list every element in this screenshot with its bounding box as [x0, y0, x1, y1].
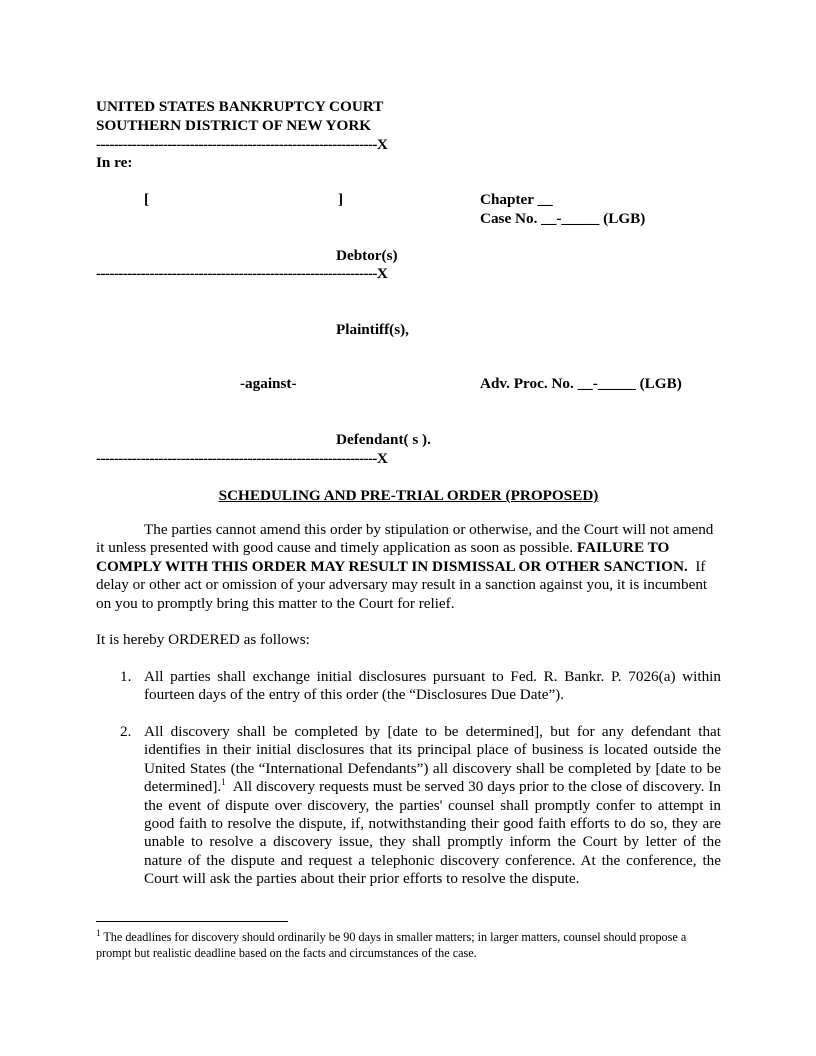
order-item-1 [96, 668, 721, 705]
case-number-label: Case No. __-_____ (LGB) [480, 210, 646, 227]
court-name-line1: UNITED STATES BANKRUPTCY COURT [96, 98, 384, 115]
order-item-2 [96, 723, 721, 889]
caption-separator-top: ---------------------------------------------------------------X [96, 136, 388, 153]
intro-text-2: If delay or other act or omission of your adversary may result in a sanction against you, it is incumbent on you to promptly bring this matter to the Court for relief. [96, 557, 708, 612]
intro-paragraph [96, 521, 721, 613]
item-text-a: All discovery shall be completed by [date to be determined], but for any defendant that identifies in their initial disclosures that its principal place of business is located outside the United States (the “International Defendants”) all discovery shall be completed by [date to be determined]. [144, 723, 721, 796]
footnote-divider [96, 921, 288, 922]
item-text-b: All discovery requests must be served 30 days prior to the close of discovery. In the event of dispute over discovery, the parties' counsel shall promptly confer to attempt in good faith to resolve the dispute, if, notwithstanding their good faith efforts to do so, they are unable to resolve a discovery issue, they shall promptly inform the Court by letter of the nature of the dispute and request a telephonic discovery conference. At the conference, the Court will ask the parties about their prior efforts to resolve the dispute. [144, 778, 721, 888]
debtor-name-bracket-open: [ [144, 191, 150, 208]
ordered-line: It is hereby ORDERED as follows: [96, 631, 310, 648]
caption-separator-bottom: ---------------------------------------------------------------X [96, 450, 388, 467]
chapter-label: Chapter __ [480, 191, 553, 208]
footnote-marker: 1 [96, 927, 101, 938]
footnote-text: The deadlines for discovery should ordinarily be 90 days in smaller matters; in larger matters, counsel should propose a prompt but realistic deadline based on the facts and circumstances of the case. [96, 930, 687, 960]
item-number: 1. [120, 668, 132, 685]
in-re-label: In re: [96, 154, 133, 171]
against-label: -against- [240, 375, 297, 392]
plaintiff-label: Plaintiff(s), [336, 321, 409, 338]
debtor-label: Debtor(s) [336, 247, 398, 264]
item-text [144, 723, 721, 889]
intro-text-1: The parties cannot amend this order by stipulation or otherwise, and the Court will not amend it unless presented with good cause and timely application as soon as possible. [96, 521, 714, 557]
order-title: SCHEDULING AND PRE-TRIAL ORDER (PROPOSED) [218, 487, 599, 504]
item-number: 2. [120, 723, 132, 740]
caption-separator-middle: ---------------------------------------------------------------X [96, 265, 388, 282]
court-name-line2: SOUTHERN DISTRICT OF NEW YORK [96, 117, 372, 134]
footnote-reference[interactable]: 1 [221, 777, 226, 788]
debtor-name-bracket-close: ] [338, 191, 344, 208]
intro-warning: FAILURE TO COMPLY WITH THIS ORDER MAY RESULT IN DISMISSAL OR OTHER SANCTION. [96, 539, 688, 575]
footnote [96, 927, 721, 961]
defendant-label: Defendant( s ). [336, 431, 431, 448]
item-text: All parties shall exchange initial disclosures pursuant to Fed. R. Bankr. P. 7026(a) within fourteen days of the entry of this order (the “Disclosures Due Date”). [144, 668, 721, 704]
adversary-proceeding-number: Adv. Proc. No. __-_____ (LGB) [480, 375, 682, 392]
